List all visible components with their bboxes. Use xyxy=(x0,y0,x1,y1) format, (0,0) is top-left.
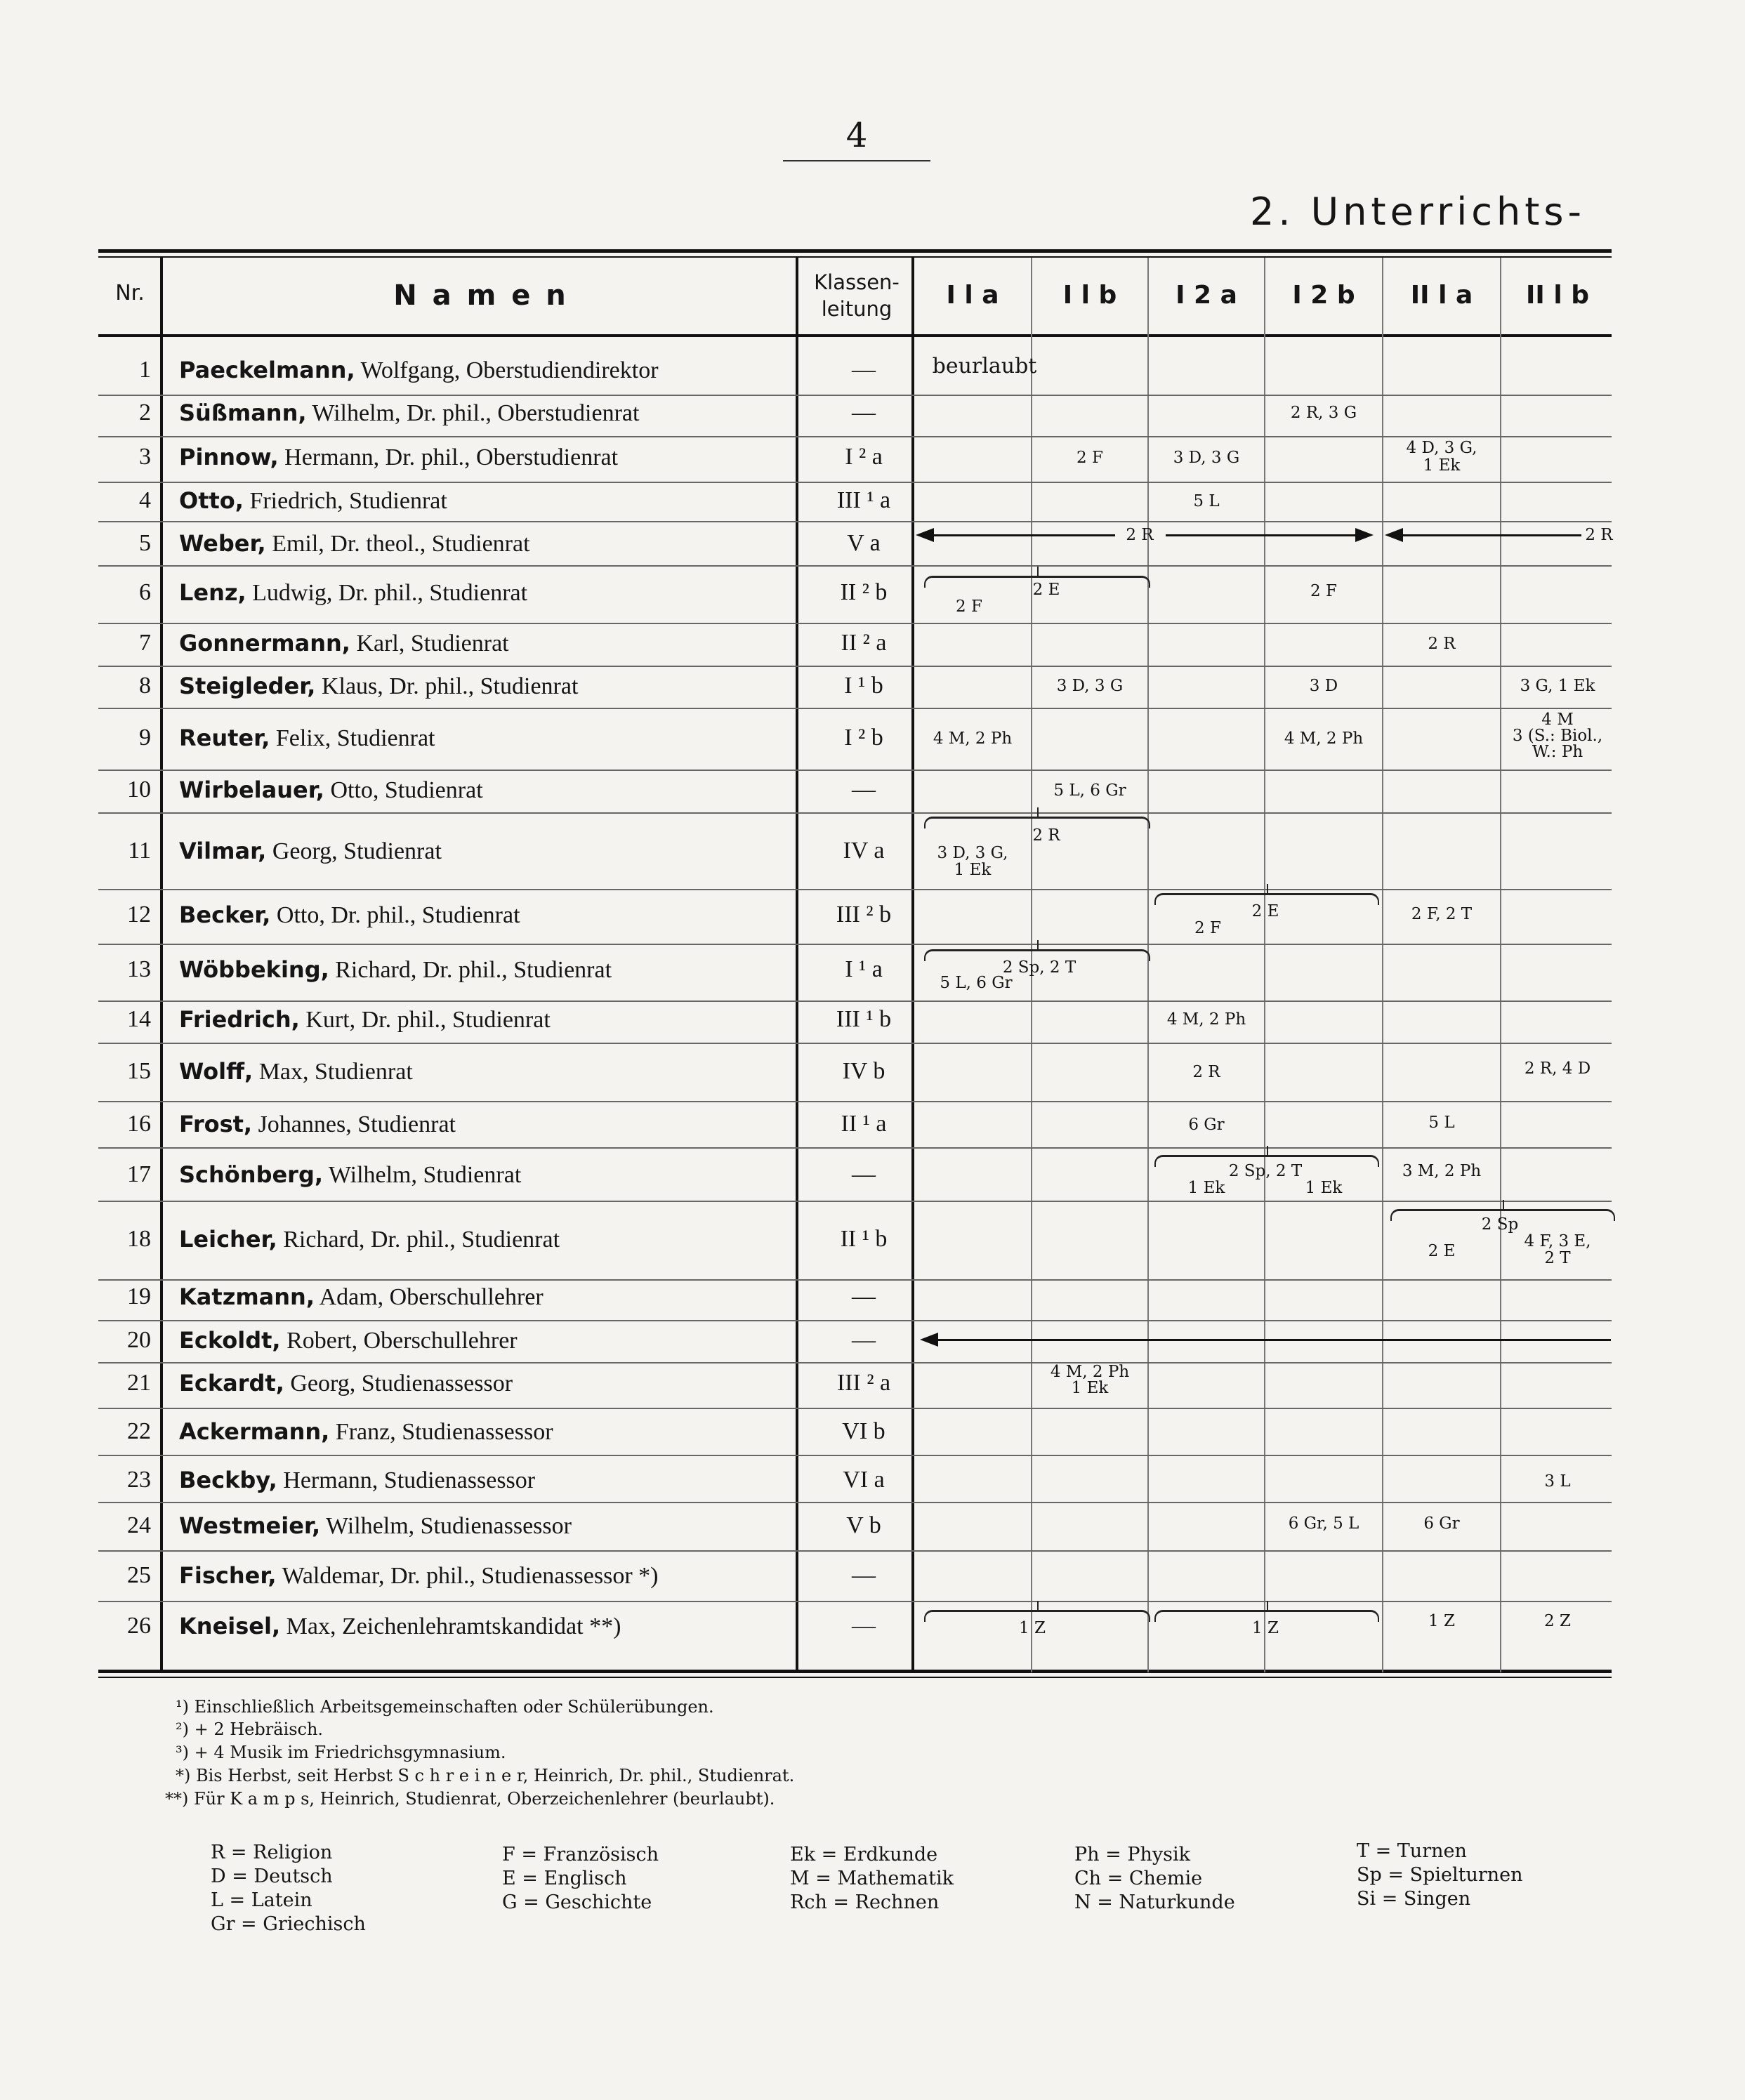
row-surname: Friedrich, xyxy=(179,1006,300,1033)
row-name-rest: Franz, Studienassessor xyxy=(329,1419,553,1445)
arrow-line xyxy=(933,534,1115,536)
cell: 2 F, 2 T xyxy=(1411,905,1473,923)
arrow-left-icon xyxy=(1385,528,1403,542)
row-nr: 20 xyxy=(127,1327,151,1353)
arrow-left-icon xyxy=(920,1333,938,1347)
row-sep xyxy=(98,1455,1612,1456)
row-nr: 5 xyxy=(139,530,151,556)
col-divider-2 xyxy=(1147,258,1149,1672)
row-sep xyxy=(98,1550,1612,1552)
row-klasse: II ¹ b xyxy=(840,1226,888,1252)
header-class-i2b: I 2 b xyxy=(1292,281,1355,310)
row-name-rest: Wilhelm, Dr. phil., Oberstudienrat xyxy=(306,400,640,426)
table-top-rule-2 xyxy=(98,256,1612,258)
legend-item: N = Naturkunde xyxy=(1074,1891,1235,1913)
row-name xyxy=(179,1226,560,1253)
cell: 1 Z xyxy=(1252,1619,1279,1637)
header-class-ii1a: II l a xyxy=(1410,281,1473,310)
row-sep xyxy=(98,1201,1612,1202)
cell: 2 R xyxy=(1032,826,1060,845)
cell: 3 (S.: Biol., xyxy=(1512,727,1603,745)
row-surname: Vilmar, xyxy=(179,838,267,864)
cell: 2 R xyxy=(1585,526,1613,544)
row-name xyxy=(179,630,509,657)
row-nr: 4 xyxy=(139,487,151,513)
row-sep xyxy=(98,1043,1612,1044)
row-name xyxy=(179,777,483,804)
cell: 2 F xyxy=(1194,919,1221,937)
row-surname: Lenz, xyxy=(179,579,246,606)
arrow-left-icon xyxy=(916,528,934,542)
footnote: *) Bis Herbst, seit Herbst S c h r e i n e r, Heinrich, Dr. phil., Studienrat. xyxy=(176,1766,795,1785)
row-sep xyxy=(98,623,1612,624)
row-name-rest: Felix, Studienrat xyxy=(270,725,435,751)
legend-item: Si = Singen xyxy=(1357,1888,1471,1910)
cell: 5 L, 6 Gr xyxy=(940,974,1013,992)
row-name xyxy=(179,725,435,752)
footnote: ³) + 4 Musik im Friedrichsgymnasium. xyxy=(176,1743,506,1762)
cell: 2 F xyxy=(1076,449,1103,467)
cell: 3 D, 3 G xyxy=(1056,677,1124,695)
row-name xyxy=(179,956,612,984)
row-surname: Pinnow, xyxy=(179,444,279,470)
row-klasse: IV b xyxy=(842,1058,885,1084)
cell: 3 D, 3 G xyxy=(1173,449,1240,467)
cell: 2 R xyxy=(1192,1063,1220,1081)
cell: 2 E xyxy=(1428,1242,1456,1260)
row-name-rest: Robert, Oberschullehrer xyxy=(280,1328,518,1354)
legend-item: Ch = Chemie xyxy=(1074,1868,1203,1889)
cell: 3 D, 3 G, xyxy=(937,844,1008,862)
cell: 5 L xyxy=(1193,492,1220,510)
row-nr: 1 xyxy=(139,357,151,383)
legend-item: Ph = Physik xyxy=(1074,1844,1191,1865)
col-divider-5 xyxy=(1500,258,1501,1672)
cell: 2 R, 3 G xyxy=(1290,404,1357,422)
row-surname: Beckby, xyxy=(179,1467,277,1493)
header-class-i1b: I l b xyxy=(1062,281,1117,310)
table-bottom-rule xyxy=(98,1670,1612,1673)
legend-item: Sp = Spielturnen xyxy=(1357,1864,1523,1886)
cell: 2 Sp, 2 T xyxy=(1228,1162,1303,1180)
row-klasse: I ¹ b xyxy=(844,673,883,699)
row-surname: Katzmann, xyxy=(179,1283,315,1310)
row-nr: 19 xyxy=(127,1283,151,1309)
row-surname: Frost, xyxy=(179,1111,253,1137)
row-sep xyxy=(98,1101,1612,1102)
row-surname: Ackermann, xyxy=(179,1418,330,1445)
row-name xyxy=(179,1283,544,1311)
row-name-rest: Georg, Studienassessor xyxy=(284,1371,513,1396)
legend-item: G = Geschichte xyxy=(502,1891,652,1913)
row-klasse: — xyxy=(852,777,876,803)
row-name-rest: Richard, Dr. phil., Studienrat xyxy=(277,1227,560,1253)
row-surname: Reuter, xyxy=(179,725,270,751)
row-name-rest: Hermann, Studienassessor xyxy=(277,1467,536,1493)
row-klasse: II ² a xyxy=(841,630,887,656)
row-name xyxy=(179,1418,553,1446)
header-klassen-1: Klassen- xyxy=(814,270,900,294)
row-name-rest: Wilhelm, Studienrat xyxy=(323,1162,522,1188)
row-sep xyxy=(98,1279,1612,1281)
row-klasse: — xyxy=(852,357,876,383)
row-name-rest: Max, Studienrat xyxy=(253,1059,413,1085)
row-surname: Leicher, xyxy=(179,1226,277,1253)
row-name-rest: Johannes, Studienrat xyxy=(252,1111,456,1137)
row-klasse: IV a xyxy=(843,838,885,864)
cell: 1 Ek xyxy=(1187,1179,1225,1197)
cell: 2 Sp xyxy=(1481,1215,1519,1234)
cell: 6 Gr xyxy=(1188,1116,1225,1134)
cell: 1 Z xyxy=(1428,1612,1455,1630)
row-klasse: II ² b xyxy=(840,579,888,605)
arrow-line xyxy=(1402,534,1581,536)
row-klasse: III ¹ a xyxy=(836,487,891,513)
row-klasse: III ² b xyxy=(836,902,892,927)
row-name-rest: Otto, Studienrat xyxy=(324,777,483,803)
row-klasse: — xyxy=(852,1283,876,1309)
table-top-rule xyxy=(98,249,1612,253)
legend-item: T = Turnen xyxy=(1357,1840,1467,1862)
row-name xyxy=(179,487,447,515)
cell: 2 E xyxy=(1032,581,1060,599)
row-name xyxy=(179,673,578,700)
cell: 4 M, 2 Ph xyxy=(1166,1010,1246,1029)
cell: 4 D, 3 G, xyxy=(1406,439,1477,457)
cell: 2 R xyxy=(1126,526,1154,544)
header-bottom-rule xyxy=(98,334,1612,337)
cell: 2 T xyxy=(1544,1249,1571,1267)
legend-column xyxy=(502,1843,659,1915)
row-name-rest: Emil, Dr. theol., Studienrat xyxy=(265,531,530,557)
arrow-right-icon xyxy=(1355,528,1374,542)
col-divider-3 xyxy=(1264,258,1265,1672)
cell: 4 M, 2 Ph xyxy=(1284,729,1364,748)
cell: 6 Gr xyxy=(1423,1514,1460,1533)
row-nr: 7 xyxy=(139,630,151,656)
row-name xyxy=(179,1006,551,1034)
row-name-rest: Richard, Dr. phil., Studienrat xyxy=(329,957,612,983)
row-name-rest: Karl, Studienrat xyxy=(350,630,509,656)
row-sep xyxy=(98,1362,1612,1363)
legend-item: Rch = Rechnen xyxy=(790,1891,940,1913)
row-nr: 14 xyxy=(127,1006,151,1032)
row-klasse: — xyxy=(852,1562,876,1588)
legend-column xyxy=(1074,1843,1235,1915)
row-surname: Steigleder, xyxy=(179,673,316,699)
row-klasse: — xyxy=(852,1613,876,1639)
row-name-rest: Friedrich, Studienrat xyxy=(243,488,447,514)
row-name xyxy=(179,399,639,427)
arrow-line xyxy=(937,1339,1611,1341)
legend-item: R = Religion xyxy=(211,1842,333,1863)
row-name xyxy=(179,1111,456,1138)
row-sep xyxy=(98,944,1612,945)
row-nr: 23 xyxy=(127,1467,151,1493)
row-nr: 26 xyxy=(127,1613,151,1639)
row-klasse: I ² b xyxy=(844,725,883,751)
row-sep xyxy=(98,1001,1612,1002)
cell-beurlaubt: beurlaubt xyxy=(932,354,1037,378)
row-surname: Wolff, xyxy=(179,1058,253,1085)
row-name xyxy=(179,838,442,865)
row-sep xyxy=(98,1601,1612,1602)
row-klasse: — xyxy=(852,399,876,425)
row-name xyxy=(179,902,520,929)
row-nr: 17 xyxy=(127,1161,151,1187)
row-name xyxy=(179,1512,572,1540)
footnote: ²) + 2 Hebräisch. xyxy=(176,1719,324,1739)
row-surname: Fischer, xyxy=(179,1562,277,1589)
cell: 6 Gr, 5 L xyxy=(1288,1514,1359,1533)
row-sep xyxy=(98,812,1612,814)
row-surname: Wirbelauer, xyxy=(179,777,324,803)
page-number-rule xyxy=(783,160,930,161)
row-klasse: I ¹ a xyxy=(845,956,883,982)
row-klasse: II ¹ a xyxy=(841,1111,887,1137)
cell: 3 M, 2 Ph xyxy=(1402,1162,1482,1180)
cell: 1 Ek xyxy=(1071,1379,1109,1397)
row-surname: Becker, xyxy=(179,902,271,928)
row-name-rest: Wolfgang, Oberstudiendirektor xyxy=(355,357,659,383)
row-sep xyxy=(98,395,1612,396)
row-name xyxy=(179,1058,413,1085)
header-class-ii1b: II l b xyxy=(1526,281,1589,310)
cell: W.: Ph xyxy=(1532,743,1583,761)
row-surname: Gonnermann, xyxy=(179,630,350,656)
legend-item: E = Englisch xyxy=(502,1868,627,1889)
legend-item: F = Französisch xyxy=(502,1844,659,1865)
row-surname: Paeckelmann, xyxy=(179,357,355,383)
row-name xyxy=(179,444,618,471)
footnote: **) Für K a m p s, Heinrich, Studienrat, Oberzeichenlehrer (beurlaubt). xyxy=(165,1789,775,1809)
row-sep xyxy=(98,1147,1612,1149)
row-nr: 25 xyxy=(127,1562,151,1588)
legend-column xyxy=(790,1843,954,1915)
row-nr: 3 xyxy=(139,444,151,470)
header-klassen-2: leitung xyxy=(821,297,893,321)
row-name xyxy=(179,1327,518,1354)
cell: 2 F xyxy=(1310,582,1337,600)
cell: 4 M, 2 Ph xyxy=(1050,1363,1130,1381)
row-nr: 12 xyxy=(127,902,151,927)
row-surname: Wöbbeking, xyxy=(179,956,329,983)
row-klasse: VI a xyxy=(843,1467,885,1493)
row-name-rest: Kurt, Dr. phil., Studienrat xyxy=(299,1007,551,1033)
row-nr: 18 xyxy=(127,1226,151,1252)
row-sep xyxy=(98,565,1612,567)
row-name xyxy=(179,357,659,384)
row-sep xyxy=(98,1320,1612,1321)
row-surname: Eckoldt, xyxy=(179,1327,281,1354)
header-class-i2a: I 2 a xyxy=(1176,281,1237,310)
row-nr: 22 xyxy=(127,1418,151,1444)
cell: 5 L, 6 Gr xyxy=(1053,781,1126,800)
row-sep xyxy=(98,482,1612,483)
cell: 4 M xyxy=(1541,711,1574,729)
row-name-rest: Klaus, Dr. phil., Studienrat xyxy=(315,673,579,699)
row-nr: 8 xyxy=(139,673,151,699)
row-klasse: III ¹ b xyxy=(836,1006,892,1032)
row-sep xyxy=(98,708,1612,709)
page-number: 4 xyxy=(845,116,868,155)
row-name xyxy=(179,1613,621,1640)
cell: 4 F, 3 E, xyxy=(1524,1232,1591,1250)
legend-item: L = Latein xyxy=(211,1889,312,1911)
row-name-rest: Ludwig, Dr. phil., Studienrat xyxy=(246,580,528,606)
header-namen: N a m e n xyxy=(393,279,569,312)
row-surname: Westmeier, xyxy=(179,1512,321,1539)
cell: 1 Ek xyxy=(1423,456,1461,475)
row-nr: 2 xyxy=(139,399,151,425)
legend-item: D = Deutsch xyxy=(211,1865,333,1887)
row-nr: 10 xyxy=(127,777,151,803)
row-surname: Kneisel, xyxy=(179,1613,281,1639)
row-surname: Eckardt, xyxy=(179,1370,284,1396)
row-nr: 21 xyxy=(127,1370,151,1396)
row-klasse: III ² a xyxy=(836,1370,891,1396)
row-name-rest: Hermann, Dr. phil., Oberstudienrat xyxy=(278,444,619,470)
arrow-line xyxy=(1166,534,1357,536)
legend-item: M = Mathematik xyxy=(790,1868,954,1889)
row-nr: 9 xyxy=(139,725,151,751)
cell: 3 D xyxy=(1309,677,1338,695)
header-class-i1a: I l a xyxy=(946,281,999,310)
row-name-rest: Wilhelm, Studienassessor xyxy=(320,1513,572,1539)
row-sep xyxy=(98,1408,1612,1409)
row-surname: Otto, xyxy=(179,487,244,514)
row-nr: 16 xyxy=(127,1111,151,1137)
legend-item: Gr = Griechisch xyxy=(211,1913,366,1935)
row-name xyxy=(179,579,527,607)
row-klasse: VI b xyxy=(842,1418,885,1444)
row-name-rest: Georg, Studienrat xyxy=(266,838,442,864)
row-sep xyxy=(98,1502,1612,1503)
row-name xyxy=(179,1370,513,1397)
legend-column xyxy=(211,1841,366,1936)
row-name xyxy=(179,1562,658,1590)
cell: 1 Ek xyxy=(1305,1179,1343,1197)
row-name xyxy=(179,530,530,557)
section-title: 2. Unterrichts- xyxy=(1250,190,1586,234)
cell: 2 Z xyxy=(1544,1612,1571,1630)
cell: 5 L xyxy=(1428,1114,1455,1132)
row-sep xyxy=(98,521,1612,522)
cell: 2 Sp, 2 T xyxy=(1002,958,1076,977)
row-surname: Weber, xyxy=(179,530,266,557)
row-klasse: I ² a xyxy=(845,444,883,470)
legend-item: Ek = Erdkunde xyxy=(790,1844,938,1865)
row-nr: 15 xyxy=(127,1058,151,1084)
cell: 4 M, 2 Ph xyxy=(933,729,1013,748)
row-sep xyxy=(98,436,1612,437)
row-sep xyxy=(98,666,1612,667)
row-nr: 24 xyxy=(127,1512,151,1538)
row-klasse: V b xyxy=(846,1512,881,1538)
header-nr: Nr. xyxy=(115,281,145,305)
col-divider-namen xyxy=(796,258,798,1672)
cell: 3 G, 1 Ek xyxy=(1520,677,1595,695)
row-name-rest: Otto, Dr. phil., Studienrat xyxy=(270,902,520,928)
row-surname: Süßmann, xyxy=(179,399,307,426)
row-nr: 6 xyxy=(139,579,151,605)
row-name-rest: Adam, Oberschullehrer xyxy=(314,1284,544,1310)
cell: 2 E xyxy=(1251,902,1279,920)
cell: 2 F xyxy=(956,597,982,616)
row-klasse: — xyxy=(852,1161,876,1187)
row-nr: 11 xyxy=(128,838,151,864)
row-klasse: — xyxy=(852,1327,876,1353)
row-sep xyxy=(98,770,1612,771)
cell: 1 Z xyxy=(1019,1619,1046,1637)
cell: 2 R xyxy=(1428,635,1456,653)
row-klasse: V a xyxy=(847,530,881,556)
row-sep xyxy=(98,889,1612,890)
row-surname: Schönberg, xyxy=(179,1161,324,1188)
col-divider-nr xyxy=(160,258,163,1672)
table-bottom-rule-2 xyxy=(98,1677,1612,1678)
row-nr: 13 xyxy=(127,956,151,982)
cell: 3 L xyxy=(1544,1472,1571,1491)
cell: 1 Ek xyxy=(954,861,992,879)
row-name-rest: Max, Zeichenlehramtskandidat **) xyxy=(280,1613,621,1639)
footnote: ¹) Einschließlich Arbeitsgemeinschaften oder Schülerübungen. xyxy=(176,1697,714,1717)
row-name-rest: Waldemar, Dr. phil., Studienassessor *) xyxy=(276,1563,659,1589)
row-name xyxy=(179,1161,521,1189)
row-name xyxy=(179,1467,535,1494)
legend-column xyxy=(1357,1840,1523,1911)
cell: 2 R, 4 D xyxy=(1524,1059,1591,1078)
